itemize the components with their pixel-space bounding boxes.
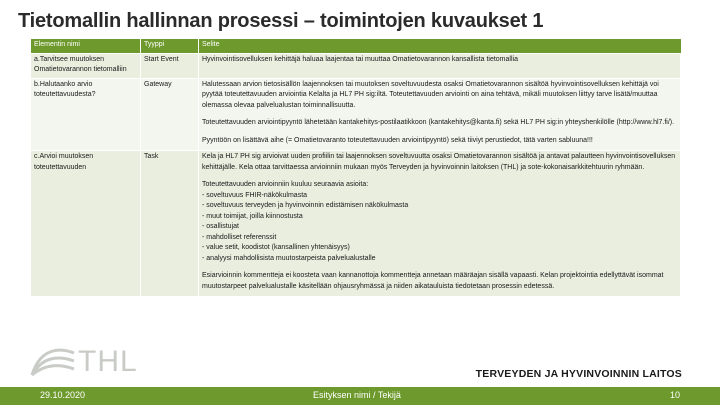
list-item: - value setit, koodistot (kansallinen yhtenäisyys) xyxy=(202,243,677,254)
table-row xyxy=(31,151,681,297)
list-item: - osallistujat xyxy=(202,222,677,233)
list-item: - soveltuvuus FHIR-näkökulmasta xyxy=(202,191,677,202)
page-title: Tietomallin hallinnan prosessi – toimintojen kuvaukset 1 xyxy=(18,10,544,32)
list-item: - muut toimijat, joilla kiinnostusta xyxy=(202,212,677,223)
description-paragraph: Hyvinvointisovelluksen kehittäjä haluaa laajentaa tai muuttaa Omatietovarannon kansallista tietomallia xyxy=(202,55,518,63)
description-cell xyxy=(199,78,681,151)
header-element-name: Elementin nimi xyxy=(31,39,141,53)
description-paragraph: Halutessaan arvion tietosisällön laajennoksen tai muutoksen soveltuvuudesta osaksi Omatietovarannon sisältöä hyvinvointisovelluksen kehittäjä voi pyytää toteutettavuuden arviointia Kelalta ja HL7 PH sig:iltä. Toteutettavuuden arviointi on aina tehtävä, mikäli muutoksen liittyy tarve lisätä/muuttaa olemassa olevaa palvelualustan toiminnallisuutta. xyxy=(202,80,659,109)
table-row xyxy=(31,53,681,78)
list-item: - soveltuvuus terveyden ja hyvinvoinnin edistämisen näkökulmasta xyxy=(202,201,677,212)
description-cell xyxy=(199,151,681,297)
element-name-cell: a.Tarvitsee muutoksen Omatietovarannon tietomalliin xyxy=(31,53,141,78)
footer-page-number: 10 xyxy=(669,390,680,400)
logo-text: THL xyxy=(78,345,138,378)
thl-logo xyxy=(28,345,138,381)
description-paragraph: Pyyntöön on lisättävä aihe (= Omatietovaranto toteutettavuuden arviointipyyntö) sekä tiiviyt perustiedot, tätä varten sabluuna!!! xyxy=(202,136,593,144)
description-cell xyxy=(199,53,681,78)
footer-presentation-name: Esityksen nimi / Tekijä xyxy=(313,390,401,400)
footer-date: 29.10.2020 xyxy=(40,390,86,400)
list-item: - mahdolliset referenssit xyxy=(202,233,677,244)
element-name-cell: c.Arvioi muutoksen toteutettavuuden xyxy=(31,151,141,297)
thl-logo-mark-icon xyxy=(28,345,78,381)
type-cell: Gateway xyxy=(141,78,199,151)
type-cell: Task xyxy=(141,151,199,297)
table-row xyxy=(31,78,681,151)
type-cell: Start Event xyxy=(141,53,199,78)
header-description: Selite xyxy=(199,39,681,53)
requirements-list xyxy=(202,191,677,265)
description-paragraph: Esiarvioinnin kommentteja ei koosteta vaan kannanottoja kommentteja annetaan määräajan sisällä vapaasti. Kelan projektointia edellyttävät isommat muutostarpeet palvelualustalle käsitellään ohjausryhmässä ja niiden aikatauluista tiedotetaan prosessin edetessä. xyxy=(202,272,664,290)
header-type: Tyyppi xyxy=(141,39,199,53)
description-paragraph: Toteutettavuuden arvioinniin kuuluu seuraavia asioita: xyxy=(202,181,369,188)
description-paragraph: Toteutettavuuden arviointipyyntö lähetetään kantakehitys-postilaatikkoon (kantakehitys@kanta.fi) sekä HL7 PH sig:in yhteyshenkilölle (http://www.hl7.fi/). xyxy=(202,119,675,126)
organization-name: TERVEYDEN JA HYVINVOINNIN LAITOS xyxy=(475,368,682,380)
footer-bar xyxy=(0,387,720,405)
table-header-row xyxy=(31,39,681,53)
element-name-cell: b.Halutaanko arvio toteutettavuudesta? xyxy=(31,78,141,151)
description-paragraph: Kela ja HL7 PH sig arvioivat uuden profiilin tai laajennoksen soveltuvuutta osaksi Omatietovarannon sisältöä ja antavat palautteen hyvinvointisovelluksen kehittäjälle. Kela ottaa tarvittaessa arvioinniin mukaan myös Terveyden ja hyvinvoinnin laitoksen (THL) ja sote-kokonaisarkkitehtuurin ryhmään. xyxy=(202,153,676,171)
list-item: - analyysi mahdollisista muutostarpeista palvelualustalle xyxy=(202,254,677,265)
process-table xyxy=(30,39,681,297)
